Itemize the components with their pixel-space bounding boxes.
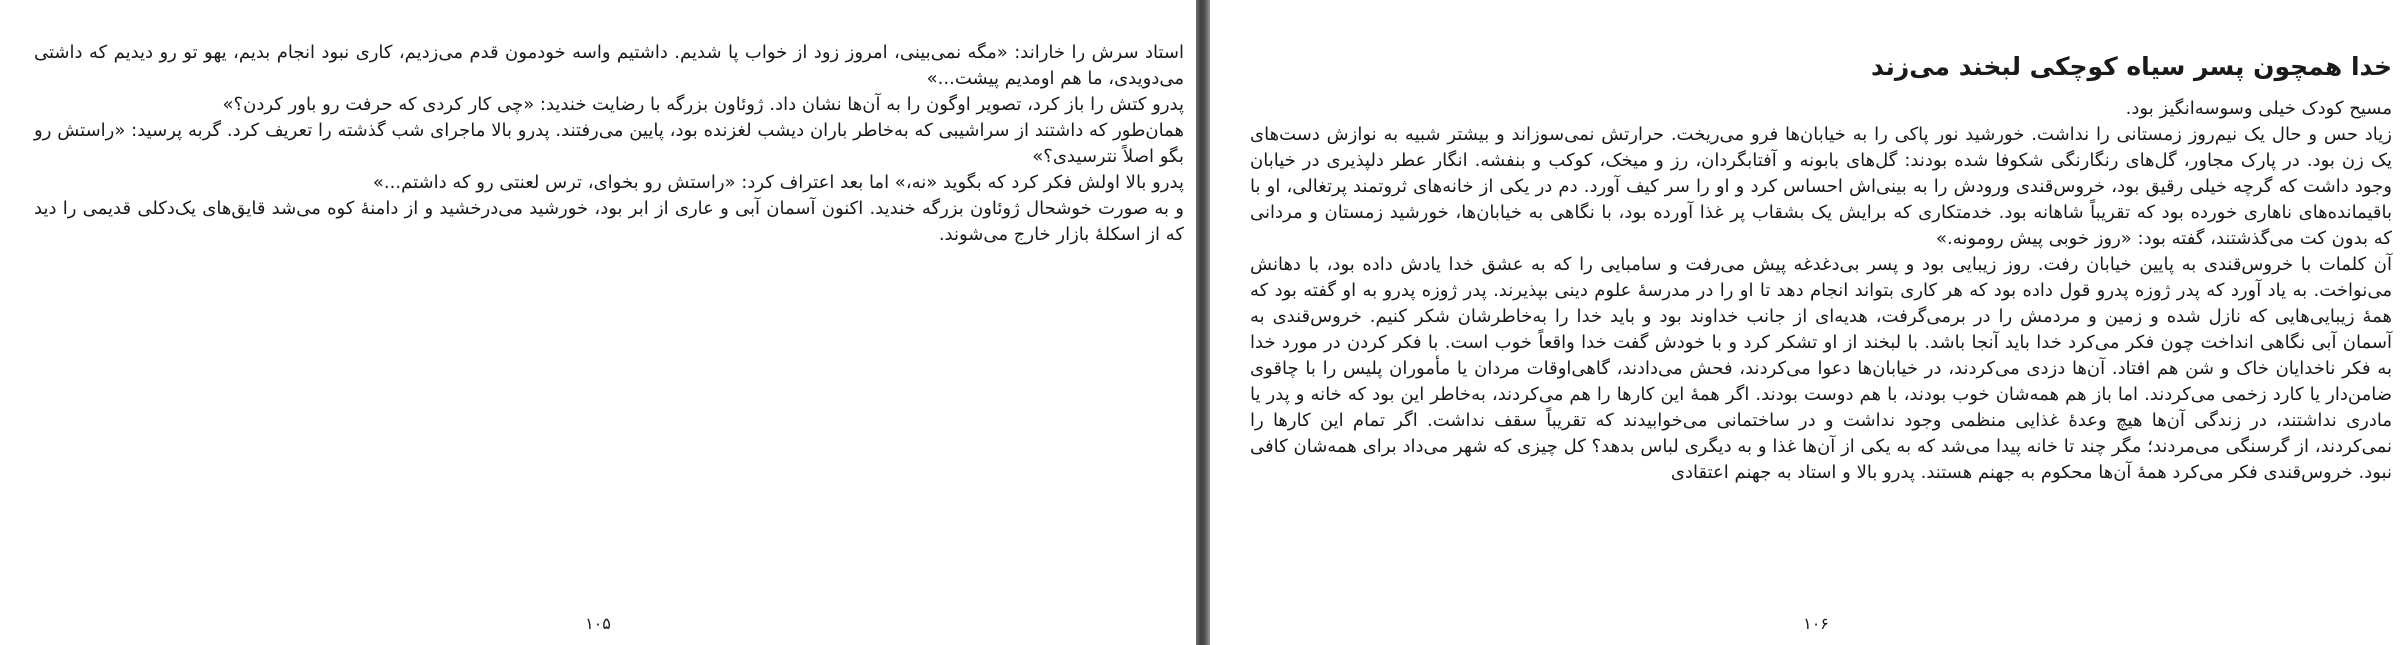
paragraph: پدرو کتش را باز کرد، تصویر اوگون را به آن‌ها نشان داد. ژوئاون بزرگه با رضایت خندید: «چی کار کردی که حرفت رو باور کردن؟»	[222, 94, 1184, 115]
right-page-body	[1250, 96, 2392, 486]
chapter-title: خدا همچون پسر سیاه کوچکی لبخند می‌زند	[1871, 52, 2392, 81]
paragraph: پدرو بالا اولش فکر کرد که بگوید «نه،» اما بعد اعتراف کرد: «راستش رو بخوای، ترس لعنتی رو که داشتم...»	[372, 172, 1184, 193]
right-page	[1210, 0, 2404, 645]
left-page-body	[34, 40, 1184, 248]
paragraph: و به صورت خوشحال ژوئاون بزرگه خندید. اکنون آسمان آبی و عاری از ابر بود، خورشید می‌درخشید و از دامنهٔ کوه می‌شد قایق‌های یک‌دکلی قدیمی را دید که از اسکلهٔ بازار خارج می‌شوند.	[34, 198, 1184, 245]
left-page	[0, 0, 1196, 645]
paragraph: زیاد حس و حال یک نیم‌روز زمستانی را نداشت. خورشید نور پاکی را به خیابان‌ها فرو می‌ریخت. حرارتش نمی‌سوزاند و بیشتر شبیه به نوازش دست‌های یک زن بود. در پارک مجاور، گل‌های رنگارنگی شکوفا شده بودند: گل‌های بابونه و آفتابگردان، رز و میخک، کوکب و بنفشه. انگار عطر دلپذیری در خیابان وجود داشت که گرچه خیلی رقیق بود، خروس‌قندی ورودش را به بینی‌اش احساس کرد و او را سر کیف آورد. دم در یکی از خانه‌های ثروتمند پرتغالی، او با باقیمانده‌های ناهاری خورده بود که تقریباً شاهانه بود. خدمتکاری که برایش یک بشقاب پر غذا آورده بود، با نگاهی به خیابان‌ها، خورشید زمستان و مردانی که بدون کت می‌گذشتند، گفته بود: «روز خوبی پیش رومونه.»	[1250, 124, 2392, 249]
paragraph: مسیح کودک خیلی وسوسه‌انگیز بود.	[2125, 98, 2392, 119]
page-number: ۱۰۶	[1803, 614, 1829, 633]
paragraph: استاد سرش را خاراند: «مگه نمی‌بینی، امروز زود از خواب پا شدیم. داشتیم واسه خودمون قدم می‌زدیم، کاری نبود انجام بدیم، یهو تو رو دیدیم که داشتی می‌دویدی، ما هم اومدیم پیشت...»	[34, 42, 1184, 89]
paragraph: همان‌طور که داشتند از سراشیبی که به‌خاطر باران دیشب لغزنده بود، پایین می‌رفتند. پدرو بالا ماجرای شب گذشته را تعریف کرد. گربه پرسید: «راستش رو بگو اصلاً نترسیدی؟»	[34, 120, 1184, 167]
page-number: ۱۰۵	[585, 614, 611, 633]
paragraph: آن کلمات با خروس‌قندی به پایین خیابان رفت. روز زیبایی بود و پسر بی‌دغدغه پیش می‌رفت و سامبایی را که به عشق خدا یادش داده بود، با دهانش می‌نواخت. به یاد آورد که پدر ژوزه پدرو قول داده بود که هر کاری بتواند انجام دهد تا او را در مدرسهٔ علوم دینی بپذیرند. پدر ژوزه پدرو به او گفته بود که همهٔ زیبایی‌هایی که نازل شده و زمین و مردمش را در برمی‌گرفت، هدیه‌ای از جانب خداوند بود و باید خدا را به‌خاطرشان شکر کنیم. خروس‌قندی به آسمان آبی نگاهی انداخت چون فکر می‌کرد خدا باید آنجا باشد. با لبخند از او تشکر کرد و با خودش گفت خدا واقعاً خوب است. با فکر کردن در مورد خدا به فکر ناخدایان خاک و شن هم افتاد. آن‌ها دزدی می‌کردند، در خیابان‌ها دعوا می‌کردند، فحش می‌دادند، گاهی‌اوقات مردان یا مأموران پلیس را با چاقوی ضامن‌دار یا کارد زخمی می‌کردند. اما باز هم همه‌شان خوب بودند، با هم دوست بودند. اگر همهٔ این کارها را هم می‌کردند، به‌خاطر این بود که خانه و پدر یا مادری نداشتند، در زندگی آن‌ها هیچ وعدهٔ غذایی منظمی وجود نداشت و در ساختمانی می‌خوابیدند که تقریباً سقف نداشت. اگر تمام این کارها را نمی‌کردند، از گرسنگی می‌مردند؛ مگر چند تا خانه پیدا می‌شد که به یکی از آن‌ها غذا و به دیگری لباس بدهد؟ کل چیزی که شهر می‌داد برای همه‌شان کافی نبود. خروس‌قندی فکر می‌کرد همهٔ آن‌ها محکوم به جهنم هستند. پدرو بالا و استاد به جهنم اعتقادی	[1250, 254, 2392, 483]
page-spine-divider	[1196, 0, 1210, 645]
